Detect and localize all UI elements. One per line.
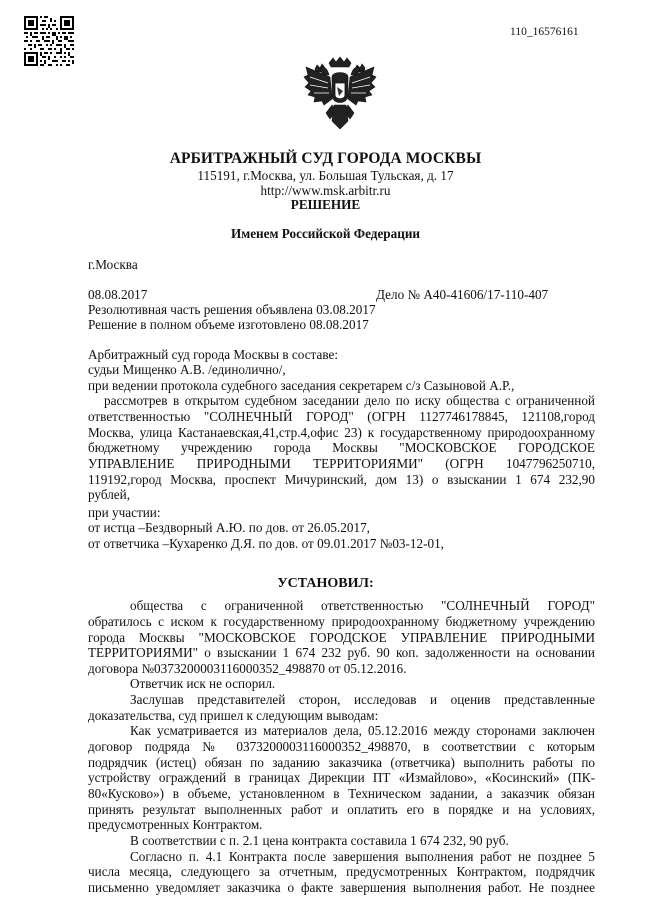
intro-line: 119192,город Москва, проспект Мичуринский, дом 13) о взыскании 1 674 232,90 xyxy=(88,472,595,487)
body-line: устройству ограждений в границах Дирекции ПТ «Измайлово», «Косинский» (ПК- xyxy=(88,770,595,785)
body-line: Согласно п. 4.1 Контракта после завершения выполнения работ не позднее 5 xyxy=(130,849,595,864)
body-line: Заслушав представителей сторон, исследовав и оценив представленные xyxy=(130,692,595,707)
body-line: ТЕРРИТОРИЯМИ" о взыскании 1 674 232 руб. 90 коп. задолженности на основании xyxy=(88,645,595,660)
intro-line: при ведении протокола судебного заседания секретарем с/з Сазыновой А.Р., xyxy=(88,378,515,393)
body-line: Как усматривается из материалов дела, 05.12.2016 между сторонами заключен xyxy=(130,723,595,738)
intro-line: рублей, xyxy=(88,487,131,502)
resolution-announced-line: Резолютивная часть решения объявлена 03.08.2017 xyxy=(88,302,376,317)
court-website: http://www.msk.arbitr.ru xyxy=(260,183,391,198)
body-line: подрядчик (истец) обязан по заданию заказчика (ответчика) выполнить работы по xyxy=(88,755,595,770)
body-line: договор подряда № 0373200003116000352_498870, в соответствии с которым xyxy=(88,739,595,754)
body-line: числа месяца, следующего за отчетным, предусмотренных Контрактом, подрядчик xyxy=(88,864,595,879)
body-line: В соответствии с п. 2.1 цена контракта составила 1 674 232, 90 руб. xyxy=(130,833,509,848)
court-name: АРБИТРАЖНЫЙ СУД ГОРОДА МОСКВЫ xyxy=(169,150,482,167)
intro-line: Москва, улица Кастанаевская,41,стр.4,офис 23) к государственному природоохранному xyxy=(88,425,595,440)
intro-line: Арбитражный суд города Москвы в составе: xyxy=(88,347,338,362)
coat-of-arms-emblem xyxy=(302,55,378,135)
decision-date: 08.08.2017 xyxy=(88,287,148,302)
full-decision-line: Решение в полном объеме изготовлено 08.08.2017 xyxy=(88,317,369,332)
body-line: доказательства, суд пришел к следующим выводам: xyxy=(88,708,379,723)
intro-line: УПРАВЛЕНИЕ ПРИРОДНЫМИ ТЕРРИТОРИЯМИ" (ОГРН 1047796250710, xyxy=(88,456,595,471)
intro-line: ответственностью "СОЛНЕЧНЫЙ ГОРОД" (ОГРН 1127746178845, 121108,город xyxy=(88,409,595,424)
case-number: Дело № А40-41606/17-110-407 xyxy=(376,287,549,302)
qr-code xyxy=(24,16,74,66)
body-line: принять результат выполненных работ и оплатить его в порядке и на условиях, xyxy=(88,802,595,817)
body-line: общества с ограниченной ответственностью "СОЛНЕЧНЫЙ ГОРОД" xyxy=(130,598,595,613)
body-line: предусмотренных Контрактом. xyxy=(88,817,263,832)
document-number: 110_16576161 xyxy=(510,26,579,38)
intro-line: от ответчика –Кухаренко Д.Я. по дов. от 09.01.2017 №03-12-01, xyxy=(88,536,444,551)
body-line: Ответчик иск не оспорил. xyxy=(130,676,276,691)
intro-line: судьи Мищенко А.В. /единолично/, xyxy=(88,362,286,377)
court-address: 115191, г.Москва, ул. Большая Тульская, д. 17 xyxy=(197,168,454,183)
body-line: договора №0373200003116000352_498870 от 05.12.2016. xyxy=(88,661,407,676)
intro-line: от истца –Бездворный А.Ю. по дов. от 26.05.2017, xyxy=(88,520,370,535)
body-line: письменно уведомляет заказчика о факте завершения выполнения работ. Не позднее xyxy=(88,880,595,895)
body-line: города Москвы "МОСКОВСКОЕ ГОРОДСКОЕ УПРАВЛЕНИЕ ПРИРОДНЫМИ xyxy=(88,630,595,645)
city: г.Москва xyxy=(88,257,138,272)
document-type-title: РЕШЕНИЕ xyxy=(290,197,361,212)
intro-line: при участии: xyxy=(88,505,161,520)
body-line: 80«Кусково») в объеме, установленном в Техническом задании, а заказчик обязан xyxy=(88,786,595,801)
established-heading: УСТАНОВИЛ: xyxy=(277,576,374,591)
intro-line: рассмотрев в открытом судебном заседании дело по иску общества с ограниченной xyxy=(104,393,595,408)
intro-line: бюджетному учреждению города Москвы "МОСКОВСКОЕ ГОРОДСКОЕ xyxy=(88,440,595,455)
body-line: обратилось с иском к государственному природоохранному бюджетному учреждению xyxy=(88,614,595,629)
in-name-of-federation: Именем Российской Федерации xyxy=(230,226,421,241)
